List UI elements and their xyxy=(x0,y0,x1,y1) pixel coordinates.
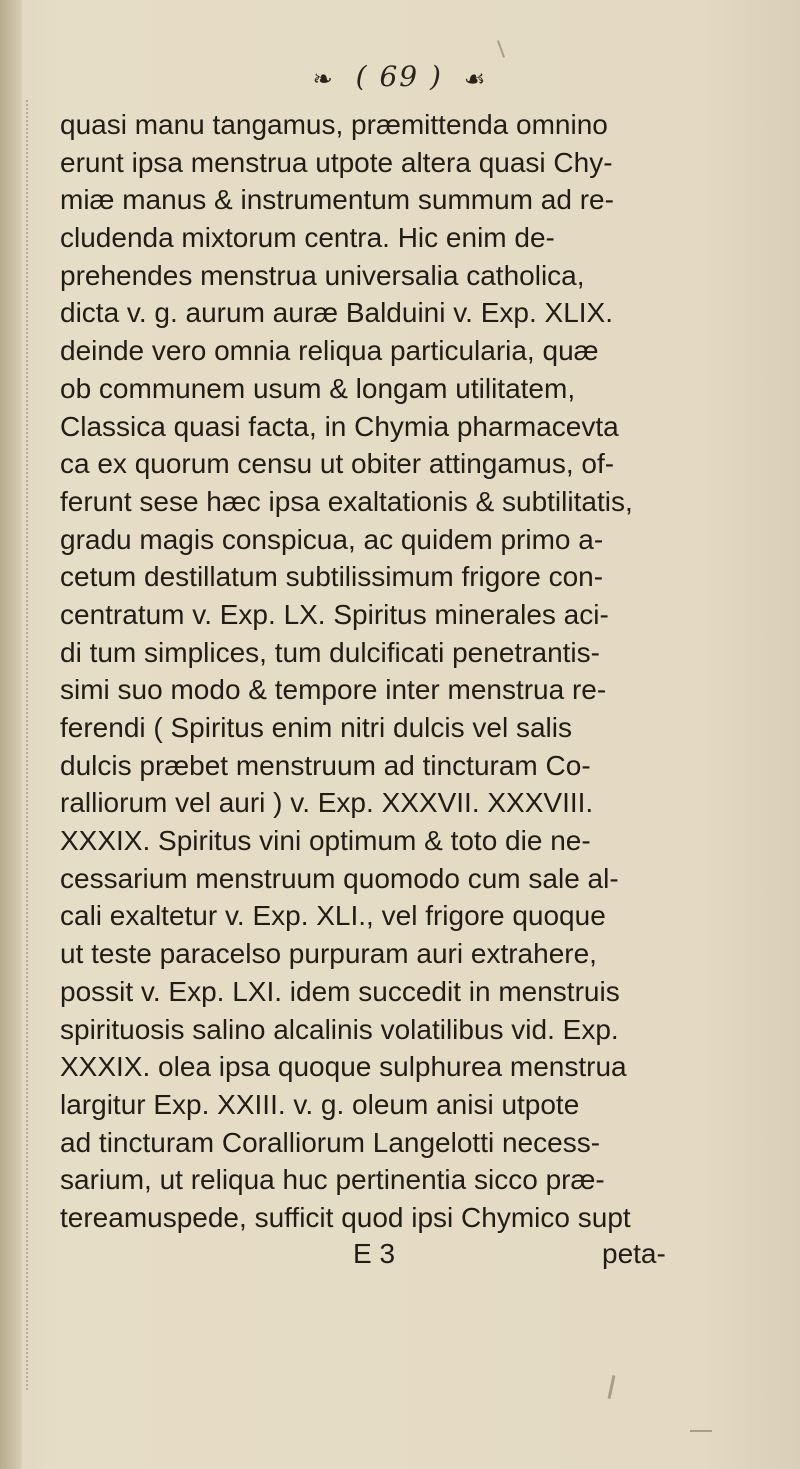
text-line: cali exaltetur v. Exp. XLI., vel frigore quoque xyxy=(60,900,606,932)
text-line: erunt ipsa menstrua utpote altera quasi Chy- xyxy=(60,146,613,178)
text-line: gradu magis conspicua, ac quidem primo a- xyxy=(60,523,604,555)
ornament-right-icon: ☙ xyxy=(463,64,488,93)
paper-fleck xyxy=(497,40,505,58)
text-line: deinde vero omnia reliqua particularia, quæ xyxy=(60,335,599,367)
text-line: XXXIX. olea ipsa quoque sulphurea menstrua xyxy=(60,1051,627,1083)
body-text xyxy=(60,106,780,1237)
text-line: Classica quasi facta, in Chymia pharmacevta xyxy=(60,410,619,442)
text-line: ralliorum vel auri ) v. Exp. XXXVII. XXXVIII. xyxy=(60,787,594,819)
text-line: ad tincturam Coralliorum Langelotti necess- xyxy=(60,1126,601,1158)
text-line: ut teste paracelso purpuram auri extrahere, xyxy=(60,938,597,970)
text-line: sarium, ut reliqua huc pertinentia sicco præ- xyxy=(60,1164,605,1196)
text-line: quasi manu tangamus, præmittenda omnino xyxy=(60,109,608,140)
catchword: peta- xyxy=(602,1238,666,1269)
running-header xyxy=(0,60,800,93)
text-line: simi suo modo & tempore inter menstrua re- xyxy=(60,674,607,706)
text-line: cetum destillatum subtilissimum frigore con- xyxy=(60,561,604,593)
text-line: possit v. Exp. LXI. idem succedit in menstruis xyxy=(60,975,620,1007)
text-line: spirituosis salino alcalinis volatilibus vid. Exp. xyxy=(60,1013,619,1045)
text-line: cludenda mixtorum centra. Hic enim de- xyxy=(60,222,555,254)
text-line: ca ex quorum censu ut obiter attingamus, of- xyxy=(60,448,615,480)
text-line: ferendi ( Spiritus enim nitri dulcis vel salis xyxy=(60,712,572,743)
text-line: largitur Exp. XXIII. v. g. oleum anisi utpote xyxy=(60,1088,580,1120)
margin-edge-marks xyxy=(26,100,34,1390)
ornament-left-icon: ❧ xyxy=(312,64,335,93)
text-line: dicta v. g. aurum auræ Balduini v. Exp. XLIX. xyxy=(60,297,613,329)
text-line: di tum simplices, tum dulcificati penetrantis- xyxy=(60,636,600,668)
signature-mark: E 3 xyxy=(353,1238,396,1269)
paper-fleck xyxy=(608,1375,616,1399)
page-footer xyxy=(0,1238,800,1278)
text-line: cessarium menstruum quomodo cum sale al- xyxy=(60,862,619,894)
text-line: miæ manus & instrumentum summum ad re- xyxy=(60,184,614,216)
page-number: ( 69 ) xyxy=(355,60,443,93)
text-line: XXXIX. Spiritus vini optimum & toto die ne- xyxy=(60,825,591,857)
text-line: prehendes menstrua universalia catholica, xyxy=(60,259,585,291)
text-line: ob communem usum & longam utilitatem, xyxy=(60,372,576,404)
text-line: tereamuspede, sufficit quod ipsi Chymico supt xyxy=(60,1201,631,1233)
text-line: centratum v. Exp. LX. Spiritus minerales aci- xyxy=(60,598,609,630)
paper-fleck xyxy=(690,1430,712,1432)
text-line: dulcis præbet menstruum ad tincturam Co- xyxy=(60,749,591,781)
text-line: ferunt sese hæc ipsa exaltationis & subtilitatis, xyxy=(60,485,633,517)
